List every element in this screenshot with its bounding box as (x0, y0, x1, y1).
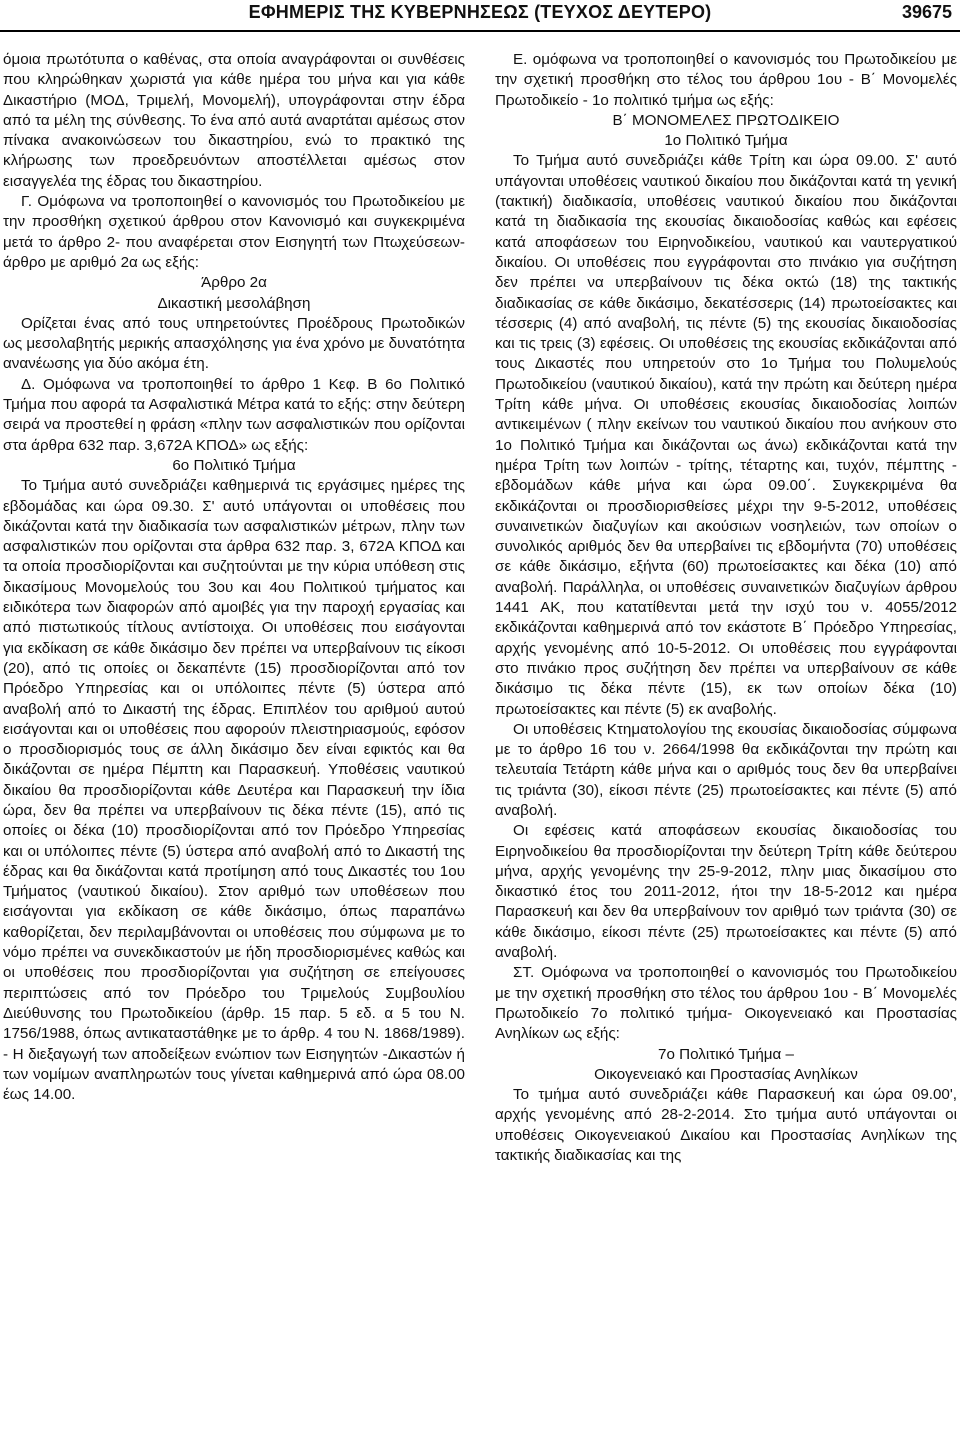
left-column (3, 50, 465, 1105)
paragraph: Το Τμήμα αυτό συνεδριάζει κάθε Τρίτη και ώρα 09.00. Σ' αυτό υπάγονται υποθέσεις ναυτικού δικαίου που δικάζονται κατά τη γενική (τακτική) διαδικασία, υποθέσεις ναυτικού δικαίου που δικάζονται κατά τη διαδικασία της εκουσίας δικαιοδοσίας καθώς και εφέσεις κατά αποφάσεων του Ειρηνοδικείου, ναυτικού και ναυτεργατικού δικαίου. Οι υποθέσεις που εγγράφονται στο πινάκιο για συζήτηση δεν πρέπει να υπερβαίνουν τις δέκα οκτώ (18) της τακτικής διαδικασίας σε κάθε δικάσιμο, δεκατέσσερις (14) πρωτοείσακτες και τέσσερις (4) από αναβολή, τις πέντε (5) της εκουσίας δικαιοδοσίας και τις τρεις (3) εφέσεις. Οι υποθέσεις της εκουσίας εκδικάζονται από τους Δικαστές που υπηρετούν στο 1ο Τμήμα του Πολυμελούς Πρωτοδικείου (ναυτικού δικαίου), κατά την πρώτη και δεύτερη ημέρα Τρίτη κάθε μήνα. Οι υποθέσεις εκουσίας δικαιοδοσίας λοιπών αντικειμένων ( πλην εκείνων του ναυτικού δικαίου που ανήκουν στο 1ο Πολιτικό Τμήμα και δικάζονται ως άνω) εκδικάζονται κατά την ημέρα Τρίτη των λοιπών - τρίτης, τέταρτης και, τυχόν, πέμπτης - εβδομάδων κάθε μήνα και ώρα 09.00΄. Συγκεκριμένα θα εκδικάζονται οι προσδιορισθείσες μέχρι την 9-5-2012, υποθέσεις συναινετικών διαζυγίων και ακούσιων νοσηλειών, των οποίων ο συνολικός αριθμός δεν θα υπερβαίνει τις εβδομήντα (70) υποθέσεις σε κάθε δικάσιμο, εξήντα (60) πρωτοείσακτες και δέκα (10) από αναβολή. Παράλληλα, οι υποθέσεις συναινετικών διαζυγίων άρθρου 1441 ΑΚ, που κατατίθενται μετά την ισχύ του ν. 4055/2012 εκδικάζονται καθημερινά από τον εκάστοτε Β΄ Πρόεδρο Υπηρεσίας, αρχής γενομένης από 10-5-2012. Οι υποθέσεις που εγγράφονται στο πινάκιο προς συζήτηση δεν πρέπει να υπερβαίνουν σε κάθε δικάσιμο τις δέκα πέντε (15), εκ των οποίων δέκα (10) πρωτοείσακτες και πέντε (5) εκ αναβολής. (495, 152, 957, 718)
gazette-title: ΕΦΗΜΕΡΙΣ ΤΗΣ ΚΥΒΕΡΝΗΣΕΩΣ (ΤΕΥΧΟΣ ΔΕΥΤΕΡΟ) (248, 2, 712, 22)
page-header (0, 0, 960, 36)
article-subheading: Δικαστική μεσολάβηση (157, 294, 311, 312)
right-column (495, 50, 957, 1166)
paragraph: Γ. Ομόφωνα να τροποποιηθεί ο κανονισμός του Πρωτοδικείου με την προσθήκη σχετικού άρθρου στον Κανονισμό και συγκεκριμένα μετά το άρθρο 2- που αναφέρεται στον Εισηγητή των Πτωχεύσεων- άρθρο με αριθμό 2α ως εξής: (3, 193, 465, 271)
page-number: 39675 (901, 2, 952, 22)
paragraph: Ε. ομόφωνα να τροποποιηθεί ο κανονισμός του Πρωτοδικείου με την σχετική προσθήκη στο τέλος του άρθρου 1ου - Β΄ Μονομελές Πρωτοδικείο - 1ο πολιτικό τμήμα ως εξής: (495, 51, 957, 109)
paragraph: Οι υποθέσεις Κτηματολογίου της εκουσίας δικαιοδοσίας σύμφωνα με το άρθρο 16 του ν. 2664/1998 θα εκδικάζονται την πρώτη και τελευταία Τετάρτη κάθε μήνα και ο αριθμός τους δεν θα υπερβαίνει τις τριάντα (30), είκοσι πέντε (25) πρωτοείσακτες και πέντε (5) από αναβολή. (495, 720, 957, 819)
paragraph: Ορίζεται ένας από τους υπηρετούντες Προέδρους Πρωτοδικών ως μεσολαβητής μερικής απασχόλησης για ένα χρόνο με δυνατότητα ανανέωσης για δύο ακόμα έτη. (3, 314, 465, 373)
paragraph: Το τμήμα αυτό συνεδριάζει κάθε Παρασκευή και ώρα 09.00', αρχής γενομένης από 28-2-2014. Στο τμήμα αυτό υπάγονται οι υποθέσεις Οικογενειακού Δικαίου και Προστασίας Ανηλίκων της τακτικής διαδικασίας και της (495, 1086, 957, 1165)
header-rule (0, 30, 960, 32)
paragraph: ΣΤ. Ομόφωνα να τροποποιηθεί ο κανονισμός του Πρωτοδικείου με την σχετική προσθήκη στο τέλος του άρθρου 1ου - Β΄ Μονομελές Πρωτοδικείο 7ο πολιτικό τμήμα- Οικογενειακό και Προστασίας Ανηλίκων ως εξής: (495, 964, 957, 1043)
section-heading: Β΄ ΜΟΝΟΜΕΛΕΣ ΠΡΩΤΟΔΙΚΕΙΟ (612, 111, 840, 129)
article-heading: Άρθρο 2α (201, 274, 267, 292)
section-heading: 6ο Πολιτικό Τμήμα (172, 456, 296, 474)
section-heading: 7ο Πολιτικό Τμήμα – (658, 1045, 794, 1063)
paragraph: Το Τμήμα αυτό συνεδριάζει καθημερινά τις εργάσιμες ημέρες της εβδομάδας και ώρα 09.30. Σ' αυτό υπάγονται οι υποθέσεις που δικάζονται κατά την διαδικασία των ασφαλιστικών μέτρων, πλην των ασφαλιστικών που ορίζονται στα άρθρα 632 παρ. 3, 672Α ΚΠΟΔ και τα οποία προσδιορίζονται και συζητούνται με την κύρια υπόθεση στις δικασίμους Μονομελούς του 3ου και 4ου Πολιτικού τμήματος και ειδικότερα των διαφορών από αμοιβές για την παροχή εργασίας και από πιστωτικούς τίτλους αντίστοιχα. Οι υποθέσεις που εισάγονται για εκδίκαση σε κάθε δικάσιμο δεν πρέπει να υπερβαίνουν τις είκοσι (20), από τις οποίες οι δεκαπέντε (15) προσδιορίζονται από τον Πρόεδρο Υπηρεσίας και οι υπόλοιπες πέντε (5) ύστερα από αναβολή από το Δικαστή της έδρας. Επιπλέον του αριθμού αυτού εισάγονται και οι υποθέσεις που αφορούν πλειστηριασμούς, εφόσον ο προσδιορισμός τους σε άλλη δικάσιμο δεν είναι εφικτός και θα δικάζονται σε ημέρα Πέμπτη και Παρασκευή. Υποθέσεις ναυτικού δικαίου θα προσδιορίζονται κάθε Δευτέρα και Παρασκευή την ίδια ώρα, δεν θα πρέπει να υπερβαίνουν τις δέκα πέντε (15), από τις οποίες οι δέκα (10) προσδιορίζονται από τον Πρόεδρο Υπηρεσίας και οι υπόλοιπες πέντε (5) ύστερα από αναβολή από το Δικαστή της έδρας και θα δικάζονται κατά προτίμηση από τους Δικαστές του 1ου Τμήματος (ναυτικού δικαίου). Στον αριθμό των υποθέσεων που εισάγονται για εκδίκαση σε κάθε δικάσιμο, όπως παραπάνω καθορίζεται, δεν περιλαμβάνονται οι υποθέσεις που σύμφωνα με το νόμο πρέπει να συνεκδικαστούν με ήδη προσδιορισμένες καθώς και οι υποθέσεις που προσδιορίζονται για συζήτηση σε επείγουσες περιπτώσεις από τον Πρόεδρο του Τριμελούς Συμβουλίου Διεύθυνσης του Πρωτοδικείου (άρθρ. 15 παρ. 5 εδ. α 5 του Ν. 1756/1988, όπως αντικαταστάθηκε με το άρθρ. 4 του Ν. 1868/1989). - Η διεξαγωγή των αποδείξεων ενώπιον των Εισηγητών -Δικαστών ή των νομίμων αναπληρωτών τους γίνεται καθημερινά από ώρα 08.00 έως 14.00. (3, 477, 465, 1104)
section-subheading: Οικογενειακό και Προστασίας Ανηλίκων (594, 1065, 858, 1083)
section-subheading: 1ο Πολιτικό Τμήμα (664, 132, 788, 150)
paragraph: Δ. Ομόφωνα να τροποποιηθεί το άρθρο 1 Κεφ. Β 6ο Πολιτικό Τμήμα που αφορά τα Ασφαλιστικά Μέτρα κατά το εξής: στην δεύτερη σειρά να προστεθεί η φράση «πλην των ασφαλιστικών που ορίζονται στα άρθρα 632 παρ. 3,672Α ΚΠΟΔ» ως εξής: (3, 375, 465, 454)
paragraph: όμοια πρωτότυπα ο καθένας, στα οποία αναγράφονται οι συνθέσεις που κληρώθηκαν χωριστά για κάθε ημέρα του μήνα και για κάθε Δικαστήριο (ΜΟΔ, Τριμελή, Μονομελή), υπογράφονται στην έδρα από τα μέλη της σύνθεσης. Το ένα από αυτά αναρτάται αμέσως στον πίνακα ανακοινώσεων του δικαστηρίου, ενώ το πρακτικό της κλήρωσης των προεδρευόντων αποστέλλεται αμέσως στον εισαγγελέα της έδρας του δικαστηρίου. (3, 51, 465, 190)
paragraph: Οι εφέσεις κατά αποφάσεων εκουσίας δικαιοδοσίας του Ειρηνοδικείου θα προσδιορίζονται την δεύτερη Τρίτη κάθε δεύτερου μήνα, αρχής γενομένης την 25-9-2012, πλην μιας δικασίμου στο δικαστικό έτος του 2011-2012, ήτοι την 18-5-2012 και ημέρα Παρασκευή και δεν θα υπερβαίνουν τον αριθμό των τριάντα (30) σε κάθε δικάσιμο, είκοσι πέντε (25) πρωτοείσακτες και πέντε (5) από αναβολή. (495, 822, 957, 962)
